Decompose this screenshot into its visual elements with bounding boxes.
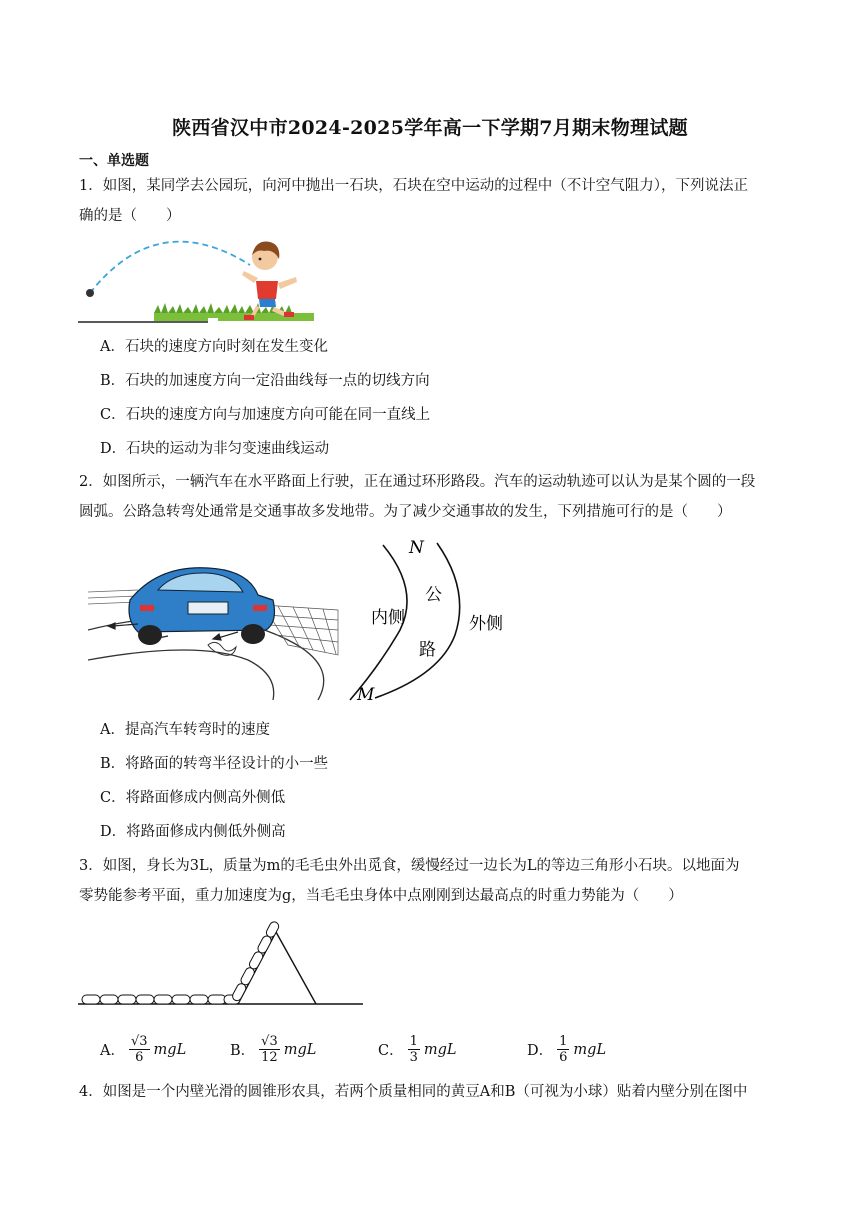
trajectory-path — [90, 242, 250, 293]
section-heading: 一、单选题 — [79, 153, 149, 169]
question-1-option-b: B．石块的加速度方向一定沿曲线每一点的切线方向 — [100, 373, 430, 389]
stone-icon — [86, 289, 94, 297]
option-unit: mgL — [153, 1041, 187, 1058]
question-1-figure — [78, 237, 318, 327]
fraction: $\frac{1}{6}$ — [559, 1034, 568, 1065]
option-unit: mgL — [573, 1041, 607, 1058]
fraction: $\frac{√3}{12}$ — [261, 1034, 278, 1065]
question-2-option-b: B．将路面的转弯半径设计的小一些 — [100, 756, 329, 772]
question-1-option-d: D．石块的运动为非匀变速曲线运动 — [100, 441, 330, 457]
question-3-option-c — [378, 1034, 457, 1065]
question-3-option-d — [527, 1034, 606, 1065]
question-2-road-diagram — [345, 535, 520, 705]
question-2-option-a: A．提高汽车转弯时的速度 — [100, 722, 270, 738]
car-icon — [129, 568, 274, 645]
question-1-line-2: 确的是（ ） — [79, 208, 181, 224]
page-title: 陕西省汉中市2024-2025学年高一下学期7月期末物理试题 — [172, 117, 688, 139]
question-2-line-1: 2．如图所示，一辆汽车在水平路面上行驶，正在通过环形路段。汽车的运动轨迹可以认为是某个圆的一段 — [79, 474, 756, 490]
question-3-option-a — [100, 1034, 186, 1065]
label-road-1: 公 — [425, 585, 442, 605]
question-2-option-d: D．将路面修成内侧低外侧高 — [100, 824, 286, 840]
question-1-option-a: A．石块的速度方向时刻在发生变化 — [100, 339, 328, 355]
question-4-stem — [79, 1077, 789, 1107]
fraction: $\frac{1}{3}$ — [409, 1034, 418, 1065]
label-outer: 外侧 — [469, 614, 503, 634]
question-2-option-c: C．将路面修成内侧高外侧低 — [100, 790, 286, 806]
question-4-line-1: 4．如图是一个内壁光滑的圆锥形农具，若两个质量相同的黄豆A和B（可视为小球）贴着内壁分别在图中 — [79, 1084, 748, 1100]
question-3-line-2: 零势能参考平面，重力加速度为g，当毛毛虫身体中点刚刚到达最高点的时重力势能为（ ） — [79, 888, 683, 904]
question-3-option-b — [230, 1034, 316, 1065]
question-2-car-figure — [88, 560, 343, 700]
question-2-line-2: 圆弧。公路急转弯处通常是交通事故多发地带。为了减少交通事故的发生，下列措施可行的是（ ） — [79, 504, 732, 520]
option-unit: mgL — [283, 1041, 317, 1058]
question-1-line-1: 1．如图，某同学去公园玩，向河中抛出一石块，石块在空中运动的过程中（不计空气阻力），下列说法正 — [79, 178, 748, 194]
option-unit: mgL — [423, 1041, 457, 1058]
label-road-2: 路 — [419, 640, 436, 660]
label-inner: 内侧 — [371, 608, 405, 628]
question-3-caterpillar-figure — [78, 920, 368, 1010]
question-3-line-1: 3．如图，身长为3L，质量为m的毛毛虫外出觅食，缓慢经过一边长为L的等边三角形小石块。以地面为 — [79, 858, 740, 874]
question-1-stem — [79, 171, 789, 231]
fraction: $\frac{√3}{6}$ — [130, 1034, 148, 1065]
caterpillar-icon — [82, 920, 280, 1004]
option-label: C． — [378, 1043, 404, 1059]
option-label: A． — [100, 1043, 125, 1059]
question-1-option-c: C．石块的速度方向与加速度方向可能在同一直线上 — [100, 407, 431, 423]
question-2-stem — [79, 467, 789, 527]
question-3-stem — [79, 851, 789, 911]
label-n: N — [409, 538, 424, 558]
label-m: M — [357, 685, 375, 705]
option-label: D． — [527, 1043, 554, 1059]
option-label: B． — [230, 1043, 256, 1059]
